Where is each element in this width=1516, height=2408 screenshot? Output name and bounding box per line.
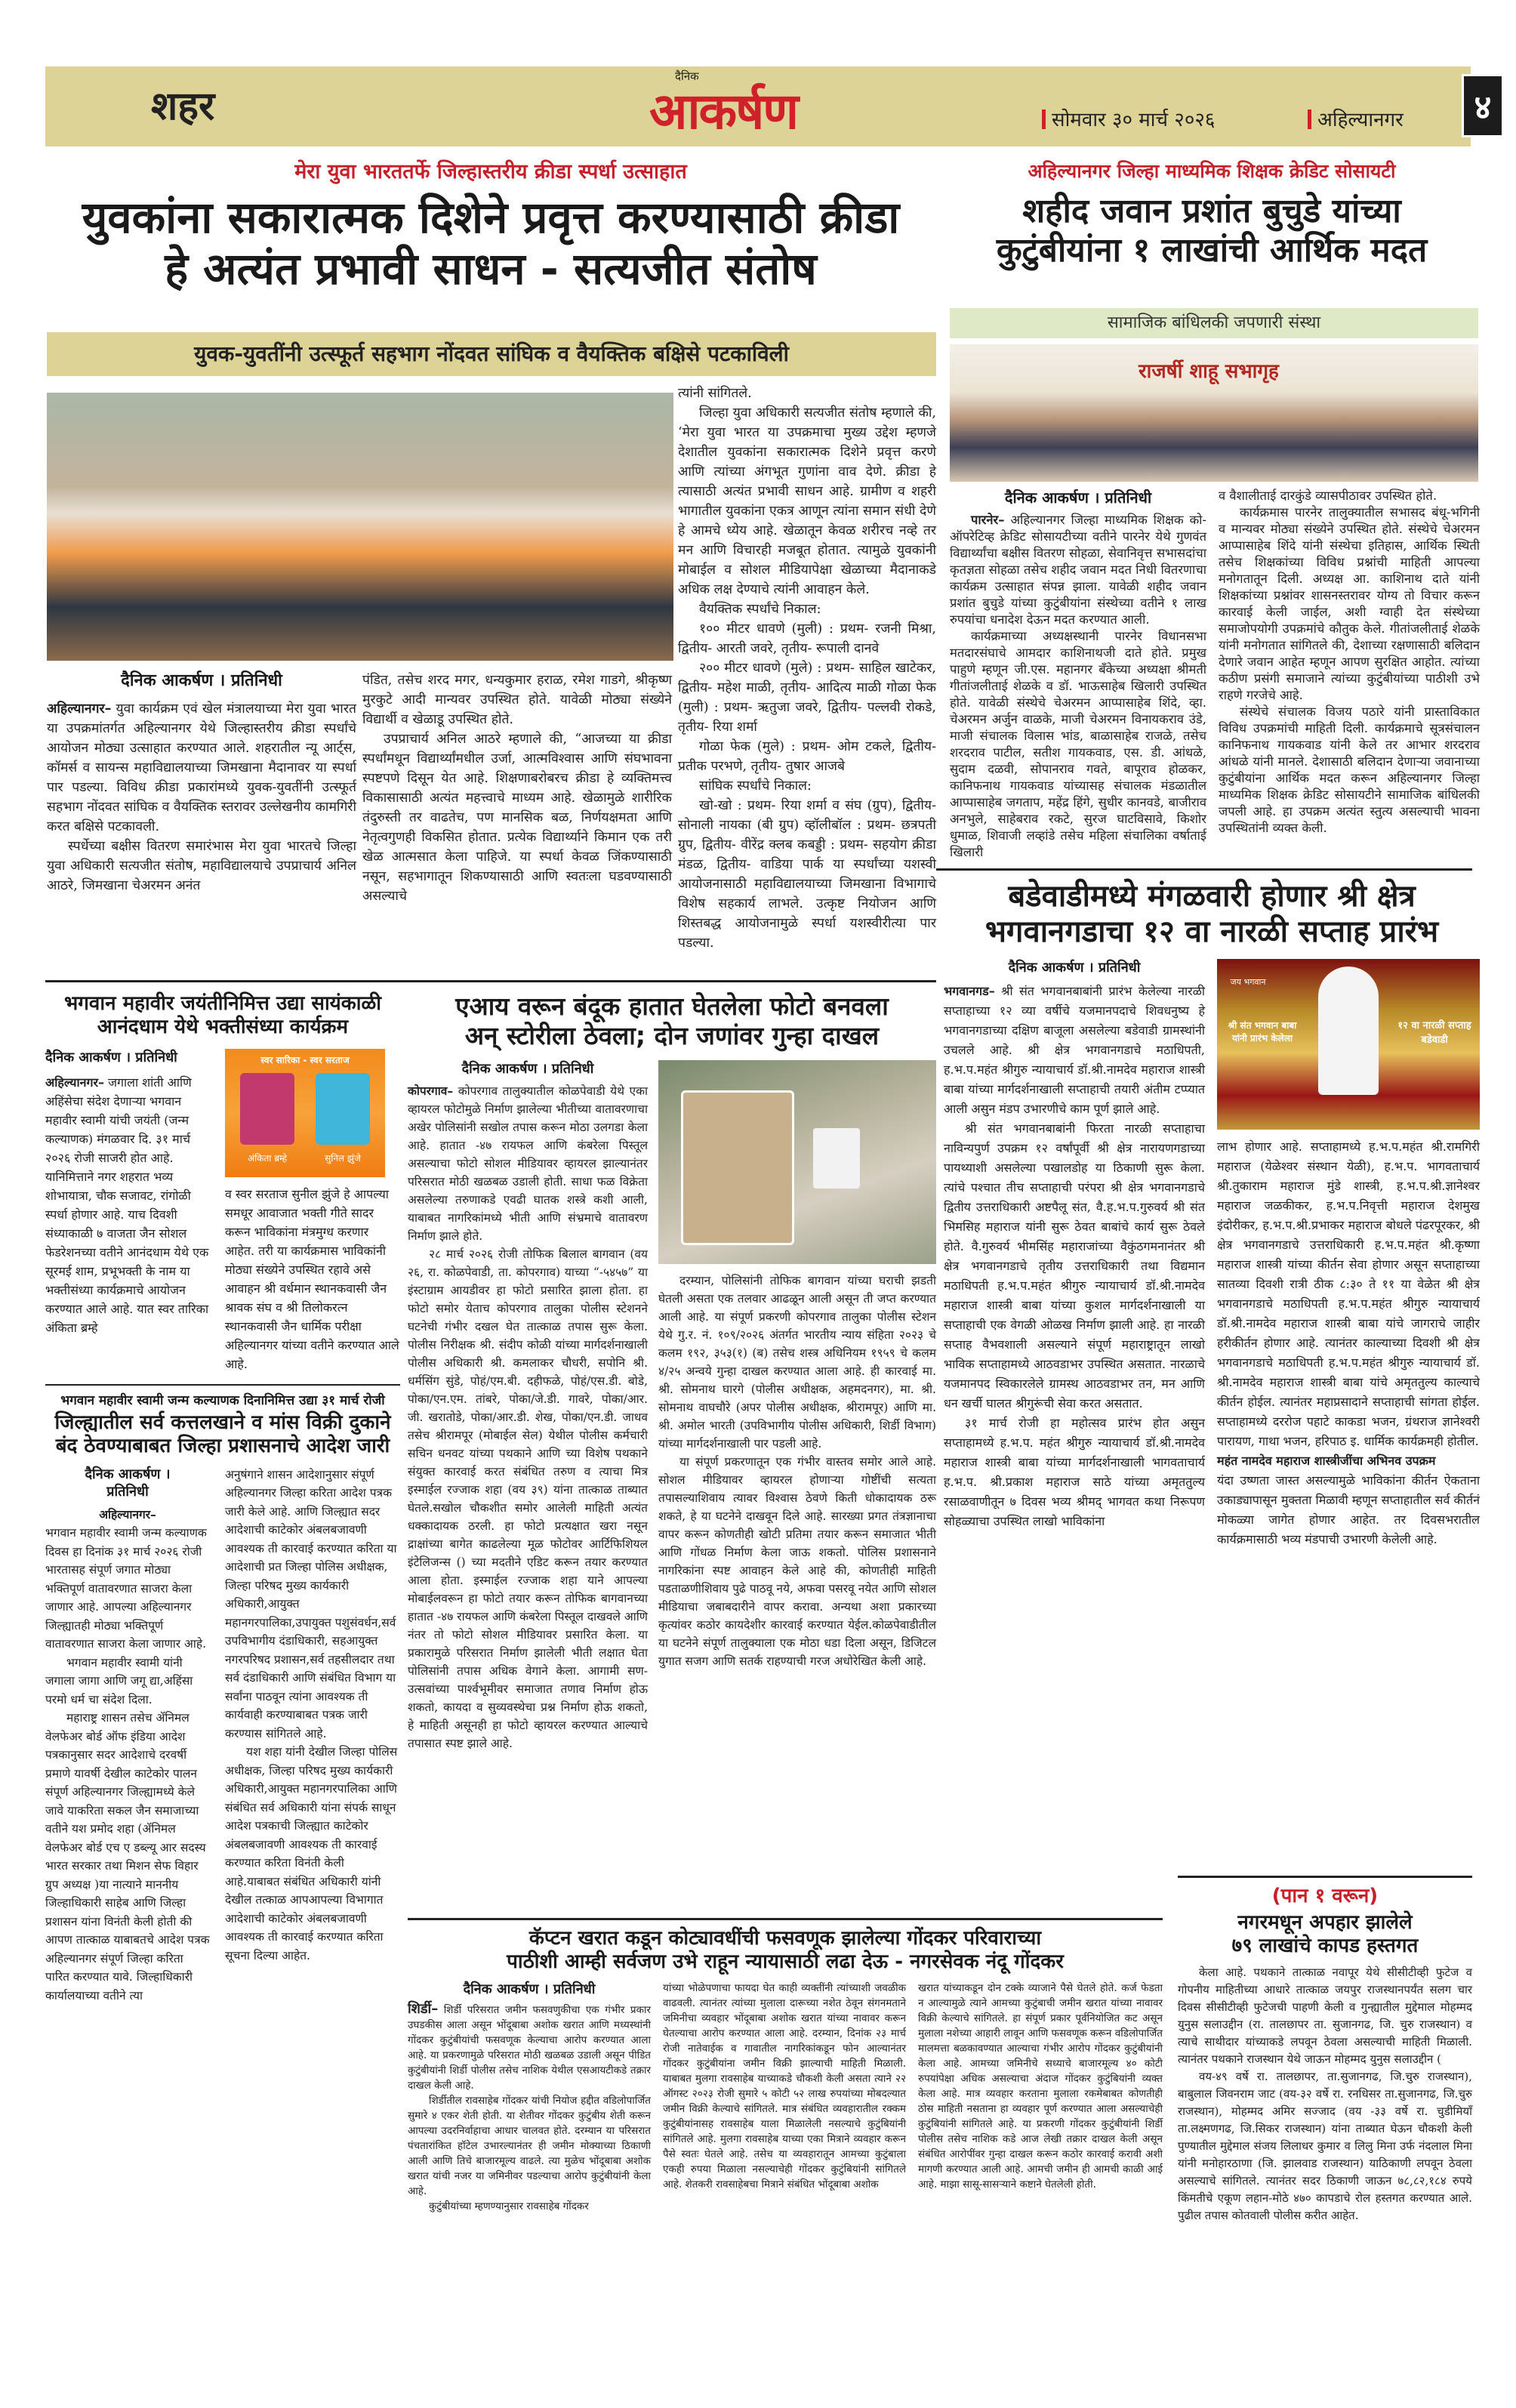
sports-col-2: पंडित, तसेच शरद मगर, धन्यकुमार हराळ, रमेश गाडगे, श्रीकृष्ण मुरकुटे आदी मान्यवर उपस्थित होते. यावेळी मोठ्या संख्येने विद्यार्थी व खेळाडू उपस्थित होते. उपप्राचार्य अनिल आठरे म्हणाले की, “आजच्या या क्रीडा स्पर्धांमधून विद्यार्थ्यांमधील उर्जा, आत्मविश्वास आणि संघभावना स्पष्टपणे दिसून येत आहे. शिक्षणाबरोबरच क्रीडा हे व्यक्तिमत्त्व विकासासाठी अत्यंत महत्त्वाचे माध्यम आहे. खेळामुळे शारीरिक तंदुरुस्ती तर वाढतेच, पण मानसिक बळ, निर्णयक्षमता आणि नेतृत्वगुणही विकसित होतात. प्रत्येक विद्यार्थ्याने किमान एक तरी खेळ आत्मसात केला पाहिजे. या स्पर्धा केवळ जिंकण्यासाठी नसून, सहभागातून शिकण्यासाठी आणि स्वतःला घडवण्यासाठी असल्याचे bbox=[362, 673, 672, 904]
cloth-kicker: (पान १ वरून) bbox=[1271, 1885, 1379, 1907]
ai-headline: एआय वरून बंदूक हातात घेतलेला फोटो बनवला अन् स्टोरीला ठेवला; दोन जणांवर गुन्हा दाखल bbox=[455, 991, 889, 1050]
ai-col-2: दरम्यान, पोलिसांनी तोफिक बागवान यांच्या घराची झडती घेतली असता एक तलवार आढळून आली असून ती जप्त करण्यात आली आहे. या संपूर्ण प्रकरणी कोपरगाव तालुका पोलीस स्टेशन येथे गु.र. नं. १०९/२०२६ अंतर्गत भारतीय न्याय संहिता २०२३ चे कलम १९२, ३५३(१) (ब) तसेच शस्त्र अधिनियम १९५९ चे कलम ४/२५ अन्वये गुन्हा दाखल करण्यात आला आहे. ही कारवाई मा. श्री. सोमनाथ घारगे (पोलीस अधीक्षक, अहमदनगर), मा. श्री. सोमनाथ वाघचौरे (अपर पोलीस अधीक्षक, श्रीरामपूर) आणि मा. श्री. अमोल भारती (उपविभागीय पोलीस अधिकारी, शिर्डी विभाग) यांच्या मार्गदर्शनाखाली पार पडली आहे. या संपूर्ण प्रकरणातून एक गंभीर वास्तव समोर आले आहे. सोशल मीडियावर व्हायरल होणाऱ्या गोष्टींची सत्यता तपासल्याशिवाय त्यावर विश्वास ठेवणे किती धोकादायक ठरू शकते, हे या घटनेने दाखवून दिले आहे. सारख्या प्रगत तंत्रज्ञानाचा वापर करून कोणतीही खोटी प्रतिमा तयार करून समाजात भीती आणि गोंधळ निर्माण केला जाऊ शकतो. पोलिस प्रशासनाने नागरिकांना स्पष्ट आवाहन केले आहे की, कोणतीही माहिती पडताळणीशिवाय पुढे पाठवू नये, अफवा पसरवू नयेत आणि सोशल मीडियाचा जबाबदारीने वापर करावा. अन्यथा अशा प्रकारच्या कृत्यांवर कठोर कायदेशीर कारवाई करण्यात येईल.कोळपेवाडीतील या घटनेने संपूर्ण तालुक्याला एक मोठा धडा दिला असून, डिजिटल युगात सजग आणि सतर्क राहण्याची गरज अधोरेखित केली आहे. bbox=[658, 1273, 936, 1668]
section-name: शहर bbox=[151, 84, 215, 129]
poster-left-text: श्री संत भगवान बाबा यांनी प्रारंभ केलेला bbox=[1228, 1020, 1297, 1044]
badewadi-col-2: लाभ होणार आहे. सप्ताहामध्ये ह.भ.प.महंत श्री.रामगिरी महाराज (येळेश्वर संस्थान येळी), ह.भ.प. भागवताचार्य श्री.तुकाराम महाराज मुंडे शास्त्री, ह.भ.प.श्री.ज्ञानेश्वर महाराज जळकीकर, ह.भ.प.निवृत्ती महाराज देशमुख इंदोरीकर, ह.भ.प.श्री.प्रभाकर महाराज बोधले पंढरपूरकर, श्री क्षेत्र भगवानगडाचे उत्तराधिकारी ह.भ.प.महंत श्री.कृष्णा महाराज शास्त्री यांच्या कीर्तन सेवा होणार असून सप्ताहाच्या सातव्या दिवशी रात्री ठीक ८:३० ते ११ या वेळेत श्री क्षेत्र भगवानगडाचे मठाधिपती ह.भ.प.महंत श्रीगुरु न्यायाचार्य डॉ.श्री.नामदेव महाराज शास्त्री बाबा यांचे जागराचे जाहीर हरीकीर्तन होणार आहे. त्यानंतर काल्याच्या दिवशी श्री क्षेत्र भगवानगडाचे मठाधिपती ह.भ.प.महंत श्रीगुरु न्यायाचार्य डॉ. श्री.नामदेव महाराज शास्त्री बाबा यांचे अमृततुल्य काल्याचे कीर्तन होईल. त्यानंतर महाप्रसादाने सप्ताहाची सांगता होईल. सप्ताहामध्ये दररोज पहाटे काकडा भजन, ग्रंथराज ज्ञानेश्वरी पारायण, गाथा भजन, हरिपाठ इ. धार्मिक कार्यक्रमही होतील. महंत नामदेव महाराज शास्त्रीजींचा अभिनव उपक्रम यंदा उष्णता जास्त असल्यामुळे भाविकांना कीर्तन ऐकताना उकाड्यापासून मुक्तता मिळावी म्हणून सप्ताहातील सर्व कीर्तनं मोकळ्या जागेत होणार आहेत. तर दिवसभरातील कार्यक्रमासाठी भव्य मंडपाची उभारणी केलेली आहे. bbox=[1217, 1139, 1480, 1547]
newspaper-title: आकर्षण bbox=[649, 82, 798, 140]
issue-city: अहिल्यानगर bbox=[1308, 109, 1404, 132]
issue-date: सोमवार ३० मार्च २०२६ bbox=[1042, 109, 1215, 132]
shirdi-columns bbox=[408, 1981, 1163, 2213]
ai-story bbox=[408, 992, 936, 1753]
society-subhead: सामाजिक बांधिलकी जपणारी संस्था bbox=[950, 308, 1478, 338]
shirdi-col-3: खरात यांच्याकडून दोन टक्के व्याजाने पैसे घेतले होते. कर्ज फेडता न आल्यामुळे त्याने आमच्या कुटुंबाची जमीन खरात यांच्या नावावर विक्री केल्याचे सांगितले. हा संपूर्ण प्रकार पूर्वनियोजित कट असून मुलाला नशेच्या आहारी लावून आणि फसवणूक करून वडिलोपार्जित मालमत्ता बळकावण्यात आल्याचा गंभीर आरोप गोंदकर कुटुंबीयांनी केला आहे. आमच्या जमिनीचे सध्याचे बाजारमूल्य ४० कोटी रुपयांपेक्षा अधिक असल्याचा अंदाज गोंदकर कुटुंबियांनी व्यक्त केला आहे. मात्र व्यवहार करताना मुलाला रकमेबाबत कोणतीही ठोस माहिती नसताना हा व्यवहार पूर्ण करण्यात आला असल्याचेही कुटुंबियांनी सांगितले आहे. या प्रकरणी गोंदकर कुटुंबीयांनी शिर्डी पोलीस तसेच नाशिक कडे आज लेखी तक्रार दाखल केली असून संबंधित आरोपींवर गुन्हा दाखल करून कठोर कारवाई करावी अशी मागणी करण्यात आली आहे. आमची जमीन ही आमची काळी आई आहे. माझा सासू-सासऱ्याने कष्टाने घेतलेली होती. bbox=[918, 1982, 1163, 2191]
divider bbox=[1178, 1876, 1472, 1878]
divider bbox=[45, 1384, 400, 1386]
sports-photo bbox=[47, 393, 673, 661]
slaughter-col-2: अनुषंगाने शासन आदेशानुसार संपूर्ण अहिल्यानगर जिल्हा करिता आदेश पत्रक जारी केले आहे. आणि जिल्ह्यात सदर आदेशाची काटेकोर अंबलबजावणी आवश्यक ती कारवाई करण्यात करिता या आदेशाची प्रत जिल्हा पोलिस अधीक्षक, जिल्हा परिषद मुख्य कार्यकारी अधिकारी,आयुक्त महानगरपालिका,उपायुक्त पशुसंवर्धन,सर्व उपविभागीय दंडाधिकारी, सहआयुक्त नगरपरिषद प्रशासन,सर्व तहसीलदार तथा सर्व दंडाधिकारी आणि संबंधित विभाग या सर्वांना पाठवून त्यांना आवश्यक ती कार्यवाही करण्याबाबत पत्रक जारी करण्यास सांगितले आहे. यश शहा यांनी देखील जिल्हा पोलिस अधीक्षक, जिल्हा परिषद मुख्य कार्यकारी अधिकारी,आयुक्त महानगरपालिका आणि संबंधित सर्व अधिकारी यांना संपर्क साधून आदेश पत्रकाची जिल्ह्यात काटेकोर अंबलबजावणी आवश्यक ती कारवाई करण्यात करिता विनंती केली आहे.याबाबत संबंधित अधिकारी यांनी देखील तत्काळ आपआपल्या विभागात आदेशाची काटेकोर अंबलबजावणी आवश्यक ती कारवाई करण्यात करिता सूचना दिल्या आहेत. bbox=[225, 1467, 398, 1962]
mahavir-byline: दैनिक आकर्षण । प्रतिनिधी bbox=[45, 1050, 177, 1066]
vehicle-image bbox=[813, 1128, 860, 1189]
sports-col-1: अहिल्यानगर– युवा कार्यक्रम एवं खेल मंत्रालयाच्या मेरा युवा भारत या उपक्रमांतर्गत अहिल्यानगर येथे जिल्हास्तरीय क्रीडा स्पर्धांचे आयोजन मोठ्या उत्साहात करण्यात आले. शहरातील न्यू आर्ट्स, कॉमर्स व सायन्स महाविद्यालयाच्या जिमखाना मैदानावर या स्पर्धा पार पडल्या. विविध क्रीडा प्रकारांमध्ये युवक-युवतींनी उत्स्फूर्त सहभाग नोंदवत सांघिक व वैयक्तिक स्तरावर उल्लेखनीय कामगिरी करत बक्षिसे पटकावली. स्पर्धेच्या बक्षीस वितरण समारंभास मेरा युवा भारतचे जिल्हा युवा अधिकारी सत्यजीत संतोष, महाविद्यालयाचे उपप्राचार्य अनिल आठरे, जिमखाना चेअरमन अनंत bbox=[47, 701, 356, 893]
page-number: ४ bbox=[1462, 74, 1504, 137]
mahavir-columns bbox=[45, 1049, 400, 1374]
cloth-body: केला आहे. पथकाने तात्काळ नवापूर येथे सीसीटीव्ही फुटेज व गोपनीय माहितीच्या आधारे तात्काळ जयपुर राजस्थानपर्यंत सलग चार दिवस सीसीटीव्ही फुटेजची पाहणी केली व गुन्ह्यातील मुद्देमाल मोहम्मद युनुस सलाउद्दीन (रा. तालछापर ता. सुजानगढ, जि. चुरु राजस्थान) व त्याचे साथीदार यांच्याकडे लपवून ठेवला असल्याची माहिती मिळाली. त्यानंतर पथकाने राजस्थान येथे जाऊन मोहम्मद युनुस सलाउद्दीन ( वय-४९ वर्षे रा. तालछापर, ता.सुजानगढ, जि.चुरु राजस्थान), बाबुलाल जिवनराम जाट (वय-३२ वर्षे रा. रनधिसर ता.सुजानगढ, जि.चुरु राजस्थान), मोहम्मद अमिर सज्जाद (वय -३३ वर्षे रा. चुडीमियाँ ता.लक्ष्मणगढ, जि.सिकर राजस्थान) यांना ताब्यात घेऊन चौकशी केली पुण्यातील मुद्देमाल संजय लिलाधर कुमार व लिलु मिना उर्फ नंदलाल मिना यांनी मनोहारठाणा (जि. झालवाड राजस्थान) याठिकाणी लपवून ठेवला असल्याचे सांगितले. त्यानंतर सदर ठिकाणी जाऊन ७८,८२,१८४ रुपये किंमतीचे एकूण लहान-मोठे ४७० कापडाचे रोल हस्तगत करण्यात आले. पुढील तपास कोतवाली पोलीस करीत आहेत. bbox=[1178, 1965, 1472, 2222]
shirdi-headline: कॅप्टन खरात कडून कोट्यावधींची फसवणूक झालेल्या गोंदकर परिवाराच्या पाठीशी आम्ही सर्वजण उभे राहून न्यायासाठी लढा देऊ - नगरसेवक नंदू गोंदकर bbox=[507, 1927, 1064, 1973]
sports-col-3: त्यांनी सांगितले. जिल्हा युवा अधिकारी सत्यजीत संतोष म्हणाले की, ‘मेरा युवा भारत या उपक्रमाचा मुख्य उद्देश म्हणजे देशातील युवकांना सकारात्मक दिशेने प्रवृत्त करणे आणि त्यांच्या अंगभूत गुणांना वाव देणे. क्रीडा हे त्यासाठी अत्यंत प्रभावी साधन आहे. ग्रामीण व शहरी भागातील युवकांना एकत्र आणून त्यांना समान संधी देणे हे आमचे ध्येय आहे. खेळातून केवळ शरीरच नव्हे तर मन आणि विचारही मजबूत होतात. त्यामुळे युवकांनी मोबाईल व सोशल मीडियापेक्षा खेळाच्या मैदानाकडे अधिक लक्ष देण्याचे त्यांनी आवाहन केले. वैयक्तिक स्पर्धांचे निकाल: १०० मीटर धावणे (मुली) : प्रथम- रजनी मिश्रा, द्वितीय- आरती जवरे, तृतीय- रूपाली दानवे २०० मीटर धावणे (मुले) : प्रथम- साहिल खाटेकर, द्वितीय- महेश माळी, तृतीय- आदित्य माळी गोळा फेक (मुली) : प्रथम- ऋतुजा जवरे, द्वितीय- पल्लवी रोकडे, तृतीय- रिया शर्मा गोळा फेक (मुले) : प्रथम- ओम टकले, द्वितीय- प्रतीक परभणे, तृतीय- तुषार आजबे सांघिक स्पर्धांचे निकाल: खो-खो : प्रथम- रिया शर्मा व संघ (ग्रुप), द्वितीय- सोनाली नायका (बी ग्रुप) व्हॉलीबॉल : प्रथम- छत्रपती ग्रुप, द्वितीय- वीरेंद्र क्लब कबड्डी : प्रथम- सहयोग क्रीडा मंडळ, द्वितीय- वाडिया पार्क या स्पर्धांच्या यशस्वी आयोजनासाठी महाविद्यालयाच्या जिमखाना विभागाचे विशेष सहकार्य लाभले. उत्कृष्ट नियोजन आणि शिस्तबद्ध आयोजनामुळे स्पर्धा यशस्वीरीत्या पार पडल्या. bbox=[678, 386, 936, 951]
left-column bbox=[45, 992, 400, 2005]
society-col-1: पारनेर– अहिल्यानगर जिल्हा माध्यमिक शिक्षक को-ऑपरेटिव्ह क्रेडिट सोसायटीच्या वतीने पारनेर येथे गुणवंत विद्यार्थ्यांचा बक्षीस वितरण सोहळा, सेवानिवृत्त सभासदांचा कृतज्ञता सोहळा तसेच शहीद जवान मदत निधी वितरणाचा कार्यक्रम उत्साहात संपन्न झाला. यावेळी शहीद जवान प्रशांत बुचुडे यांच्या कुटुंबीयांना संस्थेच्या वतीने १ लाख रुपयांचा धनादेश देऊन मदत करण्यात आली. कार्यक्रमाच्या अध्यक्षस्थानी पारनेर विधानसभा मतदारसंघाचे आमदार काशिनाथजी दाते होते. प्रमुख पाहुणे म्हणून जी.एस. महानगर बँकेच्या अध्यक्षा श्रीमती गीतांजलीताई शेळके व डॉ. भाऊसाहेब खिलारी उपस्थित होते. यावेळी संस्थेचे चेअरमन आप्पासाहेब शिंदे, व्हा. चेअरमन अर्जुन वाळके, माजी चेअरमन विनायकराव उंडे, माजी संचालक विलास भांड, बाळासाहेब राजळे, तसेच शरदराव पाटील, सतीश गायकवाड, एस. डी. आंधळे, सुदाम दळवी, सोपानराव गवते, बापूराव होळकर, कानिफनाथ गायकवाड यांच्यासह संचालक मंडळातील आप्पासाहेब जगताप, महेंद्र हिंगे, सुधीर कानवडे, बाजीराव अनभुले, साहेबराव रकटे, सुरज घाटविसावे, किशोर धुमाळ, शिवाजी लव्हांडे तसेच महिला संचालिका वर्षाताई खिलारी bbox=[950, 513, 1207, 859]
divider bbox=[45, 980, 936, 982]
badewadi-story bbox=[944, 879, 1480, 1549]
poster-title: स्वर सारिका - स्वर सरताज bbox=[260, 1055, 350, 1066]
singer-photo bbox=[240, 1073, 294, 1145]
slaughter-right bbox=[225, 1466, 400, 2005]
mahavir-col-2: व स्वर सरताज सुनील झुंजे हे आपल्या समधूर आवाजात भक्ती गीते सादर करून भाविकांना मंत्रमुग्ध करणार आहेत. तरी या कार्यक्रमास भाविकांनी मोठ्या संख्येने उपस्थित रहावे असे आवाहन श्री वर्धमान स्थानकवासी जैन श्रावक संघ व श्री तिलोकरत्न स्थानकवासी जैन धार्मिक परीक्षा अहिल्यानगर यांच्या वतीने करण्यात आले आहे. bbox=[225, 1187, 399, 1372]
shirdi-col-1: शिर्डी– शिर्डी परिसरात जमीन फसवणुकीचा एक गंभीर प्रकार उघडकीस आला असून भोंदूबाबा अशोक खरात आणि मध्यस्थांनी गोंदकर कुटुंबीयांची फसवणूक केल्याचा आरोप करण्यात आला आहे. या प्रकरणामुळे परिसरात मोठी खळबळ उडाली असून पीडित कुटुंबीयांनी शिर्डी पोलीस तसेच नाशिक येथील एसआयटीकडे तक्रार दाखल केली आहे. शिर्डीतील रावसाहेब गोंदकर यांची नियोज हद्दीत वडिलोपार्जित सुमारे ४ एकर शेती होती. या शेतीवर गोंदकर कुटुंबीय शेती करून आपल्या उदरनिर्वाहाचा आधार चालवत होते. दरम्यान या परिसरात पंचतारांकित हॉटेल उभारल्यानंतर ही जमीन मोक्याच्या ठिकाणी आली आणि तिचे बाजारमूल्य वाढले. त्या मुळेच भोंदूबाबा अशोक खरात यांची नजर या जमिनीवर पडल्याचा आरोप कुटुंबीयांनी केला आहे. कुटुंबीयांच्या म्हणण्यानुसार रावसाहेब गोंदकर bbox=[408, 2000, 651, 2212]
city-marker-icon bbox=[1308, 109, 1311, 129]
ai-left bbox=[408, 1060, 648, 1753]
masthead-small-title: दैनिक bbox=[675, 69, 699, 83]
mahavir-right bbox=[225, 1049, 400, 1374]
shirdi-story bbox=[408, 1927, 1163, 2214]
society-headline: शहीद जवान प्रशांत बुचुडे यांच्या कुटुंबीयांना १ लाखांची आर्थिक मदत bbox=[996, 192, 1428, 270]
mahavir-left bbox=[45, 1049, 210, 1374]
singer-photo bbox=[316, 1073, 370, 1145]
society-photo bbox=[950, 344, 1478, 482]
date-marker-icon bbox=[1042, 109, 1046, 129]
sports-headline: युवकांना सकारात्मक दिशेने प्रवृत्त करण्यासाठी क्रीडा हे अत्यंत प्रभावी साधन - सत्यजीत संतोष bbox=[82, 192, 900, 295]
society-byline: दैनिक आकर्षण । प्रतिनिधी bbox=[1004, 489, 1152, 507]
divider bbox=[936, 868, 1472, 871]
cloth-story bbox=[1178, 1885, 1472, 2225]
badewadi-columns bbox=[944, 959, 1480, 1549]
shirdi-col-2: यांच्या भोळेपणाचा फायदा घेत काही व्यक्तींनी त्यांच्याशी जवळीक वाढवली. त्यानंतर त्यांच्या मुलाला दारूच्या नशेत ठेवून संगनमताने जमिनीचा व्यवहार भोंदूबाबा अशोक खरात यांच्या नावावर करून घेतल्याचा आरोप करण्यात आला आहे. दरम्यान, दिनांक २३ मार्च रोजी नातेवाईक व गावातील नागरिकांकडून फोन आल्यानंतर गोंदकर कुटुंबीयांना जमीन विक्री झाल्याची माहिती मिळाली. याबाबत मुलगा रावसाहेब याच्याकडे चौकशी केली असता त्याने २२ ऑगस्ट २०२३ रोजी सुमारे ५ कोटी ५२ लाख रुपयांच्या मोबदल्यात जमीन विक्री केल्याचे सांगितले. मात्र संबंधित व्यवहारातील रक्कम कुटुंबीयांनासह रावसाहेब याला मिळालेली नसल्याचे कुटुंबियांनी सांगितले आहे. मुलगा रावसाहेब याच्या एका मित्राने व्यवहार करून पैसे स्वतः घेतले आहे. तसेच या व्यवहारातून आमच्या कुटुंबाला एकही रुपया मिळाला नसल्याचेही गोंदकर कुटुंबियांनी सांगितले आहे. शेतकरी रावसाहेबचा मित्राने संबंधित भोंदूबाबा अशोक bbox=[663, 1982, 906, 2191]
shirdi-left bbox=[408, 1981, 651, 2213]
singer-name: सुनिल झुंजे bbox=[325, 1153, 361, 1164]
ai-byline: दैनिक आकर्षण । प्रतिनिधी bbox=[461, 1060, 594, 1077]
badewadi-col-1: भगवानगड– श्री संत भगवानबाबांनी प्रारंभ केलेल्या नारळी सप्ताहाच्या १२ व्या वर्षीचे यजमानपदाचे शिवधनुष्य हे भगवानगडाच्या दक्षिण बाजूला असलेल्या बडेवाडी ग्रामस्थांनी उचलले आहे. श्री क्षेत्र भगवानगडाचे मठाधिपती, ह.भ.प.महंत श्रीगुरु न्यायाचार्य डॉ.श्री.नामदेव महाराज शास्त्री बाबा यांच्या मार्गदर्शनाखाली सप्ताहाची तयारी अंतीम टप्प्यात आली असुन मंडप उभारणीचे काम पूर्ण झाले आहे. श्री संत भगवानबाबांनी फिरता नारळी सप्ताहाचा नाविन्यपुर्ण उपक्रम १२ वर्षांपूर्वी श्री क्षेत्र नारायणगडाच्या पायथ्याशी असलेल्या पखालडोह या ठिकाणी सुरू केला. त्यांचे पश्चात तीच सप्ताहाची परंपरा श्री क्षेत्र भगवानगडाचे द्वितीय उत्तराधिकारी अष्टपैलू संत, वै.ह.भ.प.गुरुवर्य श्री संत भिमसिह महाराज यांनी सुरू ठेवत बाबांचे कार्य सुरू ठेवले होते. वै.गुरुवर्य भीमसिंह महाराजांच्या वैकुंठगमनानंतर श्री क्षेत्र भगवानगडाचे तृतीय उत्तराधिकारी तथा विद्यमान मठाधिपती ह.भ.प.महंत श्रीगुरु न्यायाचार्य डॉ.श्री.नामदेव महाराज शास्त्री बाबा यांच्या कुशल मार्गदर्शनाखाली या सप्ताहाची एक वेगळी ओळख निर्माण झाली आहे. हा नारळी सप्ताह वैभवशाली असल्याने संपूर्ण महाराष्ट्रातून लाखो भाविक सप्ताहामध्ये आठवडाभर उपस्थित असतात. नारळाचे यजमानपद स्विकारलेले ग्रामस्थ आठवडाभर तन, मन आणि धन खर्ची घालत श्रीगुरूंची सेवा करत असतात. ३१ मार्च रोजी हा महोत्सव प्रारंभ होत असुन सप्ताहामध्ये ह.भ.प. महंत श्रीगुरु न्यायाचार्य डॉ.श्री.नामदेव महाराज शास्त्री बाबा यांच्या मार्गदर्शनाखाली भागवताचार्य ह.भ.प. श्री.प्रकाश महाराज साठे यांच्या अमृततुल्य रसाळवाणीतून ७ दिवस भव्य श्रीमद् भागवत कथा निरूपण सोहळ्याचा उपस्थित लाखो भाविकांना bbox=[944, 983, 1205, 1528]
slaughter-headline: जिल्ह्यातील सर्व कत्तलखाने व मांस विक्री दुकाने बंद ठेवण्याबाबत जिल्हा प्रशासनाचे आदेश जारी bbox=[54, 1411, 391, 1458]
badewadi-left bbox=[944, 959, 1205, 1549]
slaughter-byline: दैनिक आकर्षण । प्रतिनिधी bbox=[85, 1466, 171, 1500]
mahavir-col-1: अहिल्यानगर– जगाला शांती आणि अहिंसेचा संदेश देणाऱ्या भगवान महावीर स्वामी यांची जयंती (जन्म कल्याणक) मंगळवार दि. ३१ मार्च २०२६ रोजी साजरी होत आहे. यानिमित्ताने नगर शहरात भव्य शोभायात्रा, चौक सजावट, रांगोळी स्पर्धा होणार आहे. याच दिवशी संध्याकाळी ७ वाजता जैन सोशल फेडरेशनच्या वतीने आनंदधाम येथे एक सूरमई शाम, प्रभूभक्ती के नाम या भक्तीसंध्या कार्यक्रमाचे आयोजन करण्यात आले आहे. यात स्वर तारिका अंकिता ब्रम्हे bbox=[45, 1075, 209, 1335]
ai-right bbox=[658, 1060, 936, 1753]
badewadi-subhead: महंत नामदेव महाराज शास्त्रीजींचा अभिनव उपक्रम bbox=[1217, 1454, 1436, 1469]
slaughter-columns bbox=[45, 1466, 400, 2005]
poster-right-text: १२ वा नारळी सप्ताह बडेवाडी bbox=[1397, 1020, 1471, 1046]
saint-image bbox=[1318, 967, 1379, 1095]
society-kicker: अहिल्यानगर जिल्हा माध्यमिक शिक्षक क्रेडिट सोसायटी bbox=[1028, 160, 1396, 182]
badewadi-poster bbox=[1217, 959, 1480, 1130]
badewadi-right bbox=[1217, 959, 1480, 1549]
poster-top-text: जय भगवान bbox=[1230, 977, 1266, 988]
cloth-headline: नगरमधून अपहार झालेले ७९ लाखांचे कापड हस्तगत bbox=[1231, 1911, 1419, 1957]
divider bbox=[408, 1918, 1163, 1920]
ai-col-1: कोपरगाव– कोपरगाव तालुक्यातील कोळपेवाडी येथे एका व्हायरल फोटोमुळे निर्माण झालेल्या भीतीच्या वातावरणाचा अखेर पोलिसांनी सखोल तपास करून मोठा उलगडा केला आहे. हातात -४७ रायफल आणि कंबरेला पिस्तूल असल्याचा फोटो सोशल मीडियावर व्हायरल झाल्यानंतर परिसरात मोठी खळबळ उडाली होती. साधा फळ विक्रेता असलेल्या तरुणाकडे एवढी घातक शस्त्रे कशी आली, याबाबत नागरिकांमध्ये भीती आणि संभ्रमाचे वातावरण निर्माण झाले होते. २८ मार्च २०२६ रोजी तोफिक बिलाल बागवान (वय २६, रा. कोळपेवाडी, ता. कोपरगाव) याच्या “-५४५७” या इंस्टाग्राम आयडीवर हा फोटो प्रसारित झाला होता. हा फोटो समोर येताच कोपरगाव तालुका पोलीस स्टेशनने घटनेची गंभीर दखल घेत तात्काळ तपास सुरू केला. पोलीस निरीक्षक श्री. संदीप कोळी यांच्या मार्गदर्शनाखाली पोलीस अधिकारी श्री. कमलाकर चौधरी, सपोनि श्री. धर्मसिंग सुंडे, पोहं/एम.बी. दहीफळे, पोहं/एस.डी. बोडे, पोका/एन.एम. तांबरे, पोका/जे.डी. गावरे, पोका/आर. जी. खरातोडे, पोका/आर.डी. शेख, पोका/एन.डी. जाधव तसेच श्रीरामपूर (मोबाईल सेल) येथील पोलीस कर्मचारी सचिन धनवट यांच्या पथकाने आणि च्या विशेष पथकाने संयुक्त कारवाई करत संबंधित तरुण व त्याचा मित्र इस्माईल रज्जाक शहा (वय ३९) यांना तात्काळ ताब्यात घेतले.सखोल चौकशीत समोर आलेली माहिती अत्यंत धक्कादायक ठरली. हा फोटो प्रत्यक्षात खरा नसून द्राक्षांच्या बागेत काढलेल्या मूळ फोटोवर आर्टिफिशियल इंटेलिजन्स () च्या मदतीने एडिट करून तयार करण्यात आला होता. इस्माईल रज्जाक शहा याने आपल्या मोबाईलवरून हा फोटो तयार करून तोफिक बागवानच्या हातात -४७ रायफल आणि कंबरेला पिस्तूल दाखवले आणि नंतर तो फोटो सोशल मीडियावर प्रसारित केला. या प्रकारामुळे परिसरात निर्माण झालेली भीती लक्षात घेता पोलिसांनी तपास अधिक वेगाने केला. आगामी सण-उत्सवांच्या पार्श्वभूमीवर समाजात तणाव निर्माण होऊ शकतो, कायदा व सुव्यवस्थेचा प्रश्न निर्माण होऊ शकतो, हे माहिती असूनही हा फोटो व्हायरल करण्यात आल्याचे तपासात स्पष्ट झाले आहे. bbox=[408, 1084, 648, 1751]
mahavir-headline: भगवान महावीर जयंतीनिमित्त उद्या सायंकाळी आनंदधाम येथे भक्तीसंध्या कार्यक्रम bbox=[64, 992, 381, 1038]
masthead bbox=[45, 66, 1492, 146]
slaughter-left bbox=[45, 1466, 210, 2005]
society-col-2: व वैशालीताई दारकुंडे व्यासपीठावर उपस्थित होते. कार्यक्रमास पारनेर तालुक्यातील सभासद बंधू-भगिनी व मान्यवर मोठ्या संख्येने उपस्थित होते. संस्थेचे चेअरमन आप्पासाहेब शिंदे यांनी संस्थेचा इतिहास, आर्थिक स्थिती तसेच शिक्षकांच्या विविध प्रश्नांची माहिती आपल्या मनोगतातून दिली. अध्यक्ष आ. काशिनाथ दाते यांनी शिक्षकांच्या प्रश्नांवर शासनस्तरावर योग्य तो विचार करून कारवाई केली जाईल, अशी ग्वाही देत संस्थेच्या समाजोपयोगी उपक्रमांचे कौतुक केले. गीतांजलीताई शेळके यांनी मनोगतात सांगितले की, देशाच्या रक्षणासाठी बलिदान देणारे जवान आहेत म्हणून आपण सुरक्षित आहोत. त्यांच्या कठीण प्रसंगी समाजाने त्यांच्या कुटुंबीयांच्या पाठीशी उभे राहणे गरजेचे आहे. संस्थेचे संचालक विजय पठारे यांनी प्रास्ताविकात विविध उपक्रमांची माहिती दिली. कार्यक्रमाचे सूत्रसंचालन कानिफनाथ गायकवाड यांनी केले तर आभार शरदराव आंधळे यांनी मानले. देशासाठी बलिदान देणाऱ्या जवानाच्या कुटुंबीयांना आर्थिक मदत करून अहिल्यानगर जिल्हा माध्यमिक शिक्षक क्रेडिट सोसायटीने सामाजिक बांधिलकी जपली आहे. हा उपक्रम अत्यंत स्तुत्य असल्याची भावना उपस्थितांनी व्यक्त केली. bbox=[1219, 489, 1480, 835]
badewadi-byline: दैनिक आकर्षण । प्रतिनिधी bbox=[1008, 960, 1141, 976]
shirdi-byline: दैनिक आकर्षण । प्रतिनिधी bbox=[463, 1981, 596, 1998]
slaughter-kicker: भगवान महावीर स्वामी जन्म कल्याणक दिनानिमित्त उद्या ३१ मार्च रोजी bbox=[60, 1393, 385, 1409]
sports-kicker: मेरा युवा भारततर्फे जिल्हास्तरीय क्रीडा स्पर्धा उत्साहात bbox=[294, 160, 687, 183]
sports-byline: दैनिक आकर्षण । प्रतिनिधी bbox=[121, 671, 282, 690]
sports-subhead: युवक-युवतींनी उत्स्फूर्त सहभाग नोंदवत सांघिक व वैयक्तिक बक्षिसे पटकाविली bbox=[47, 332, 936, 376]
badewadi-headline: बडेवाडीमध्ये मंगळवारी होणार श्री क्षेत्र भगवानगडाचा १२ वा नारळी सप्ताह प्रारंभ bbox=[984, 879, 1439, 950]
ai-columns bbox=[408, 1060, 936, 1753]
slaughter-col-1: अहिल्यानगर– भगवान महावीर स्वामी जन्म कल्याणक दिवस हा दिनांक ३१ मार्च २०२६ रोजी भारतासह संपूर्ण जगात मोठ्या भक्तिपूर्ण वातावरणात साजरा केला जाणार आहे. आपल्या अहिल्यानगर जिल्ह्यातही मोठ्या भक्तिपूर्ण वातावरणात साजरा केला जाणार आहे. भगवान महावीर स्वामी यांनी जगाला जागा आणि जगू द्या,अहिंसा परमो धर्म चा संदेश दिला. महाराष्ट्र शासन तसेच ॲनिमल वेलफेअर बोर्ड ऑफ इंडिया आदेश पत्रकानुसार सदर आदेशाचे दरवर्षी प्रमाणे यावर्षी देखील काटेकोर पालन संपूर्ण अहिल्यानगर जिल्ह्यामध्ये केले जावे याकरिता सकल जैन समाजाच्या वतीने यश प्रमोद शहा (ॲनिमल वेलफेअर बोर्ड एच ए डब्ल्यू आर सदस्य भारत सरकार तथा मिशन सेफ विहार ग्रुप अध्यक्ष )या नात्याने माननीय जिल्हाधिकारी साहेब आणि जिल्हा प्रशासन यांना विनंती केली होती की आपण तात्काळ याबाबतचे आदेश पत्रक अहिल्यानगर संपूर्ण जिल्हा करिता पारित करण्यात यावे. जिल्हाधिकारी कार्यालयाच्या वतीने त्या bbox=[45, 1507, 210, 2003]
singer-name: अंकिता ब्रम्हे bbox=[247, 1153, 288, 1164]
ai-photo bbox=[658, 1060, 936, 1264]
mahavir-poster bbox=[225, 1049, 385, 1177]
ai-inset-photo bbox=[681, 1090, 794, 1245]
photo-banner-text: राजर्षी शाहू सभागृह bbox=[1139, 360, 1279, 383]
